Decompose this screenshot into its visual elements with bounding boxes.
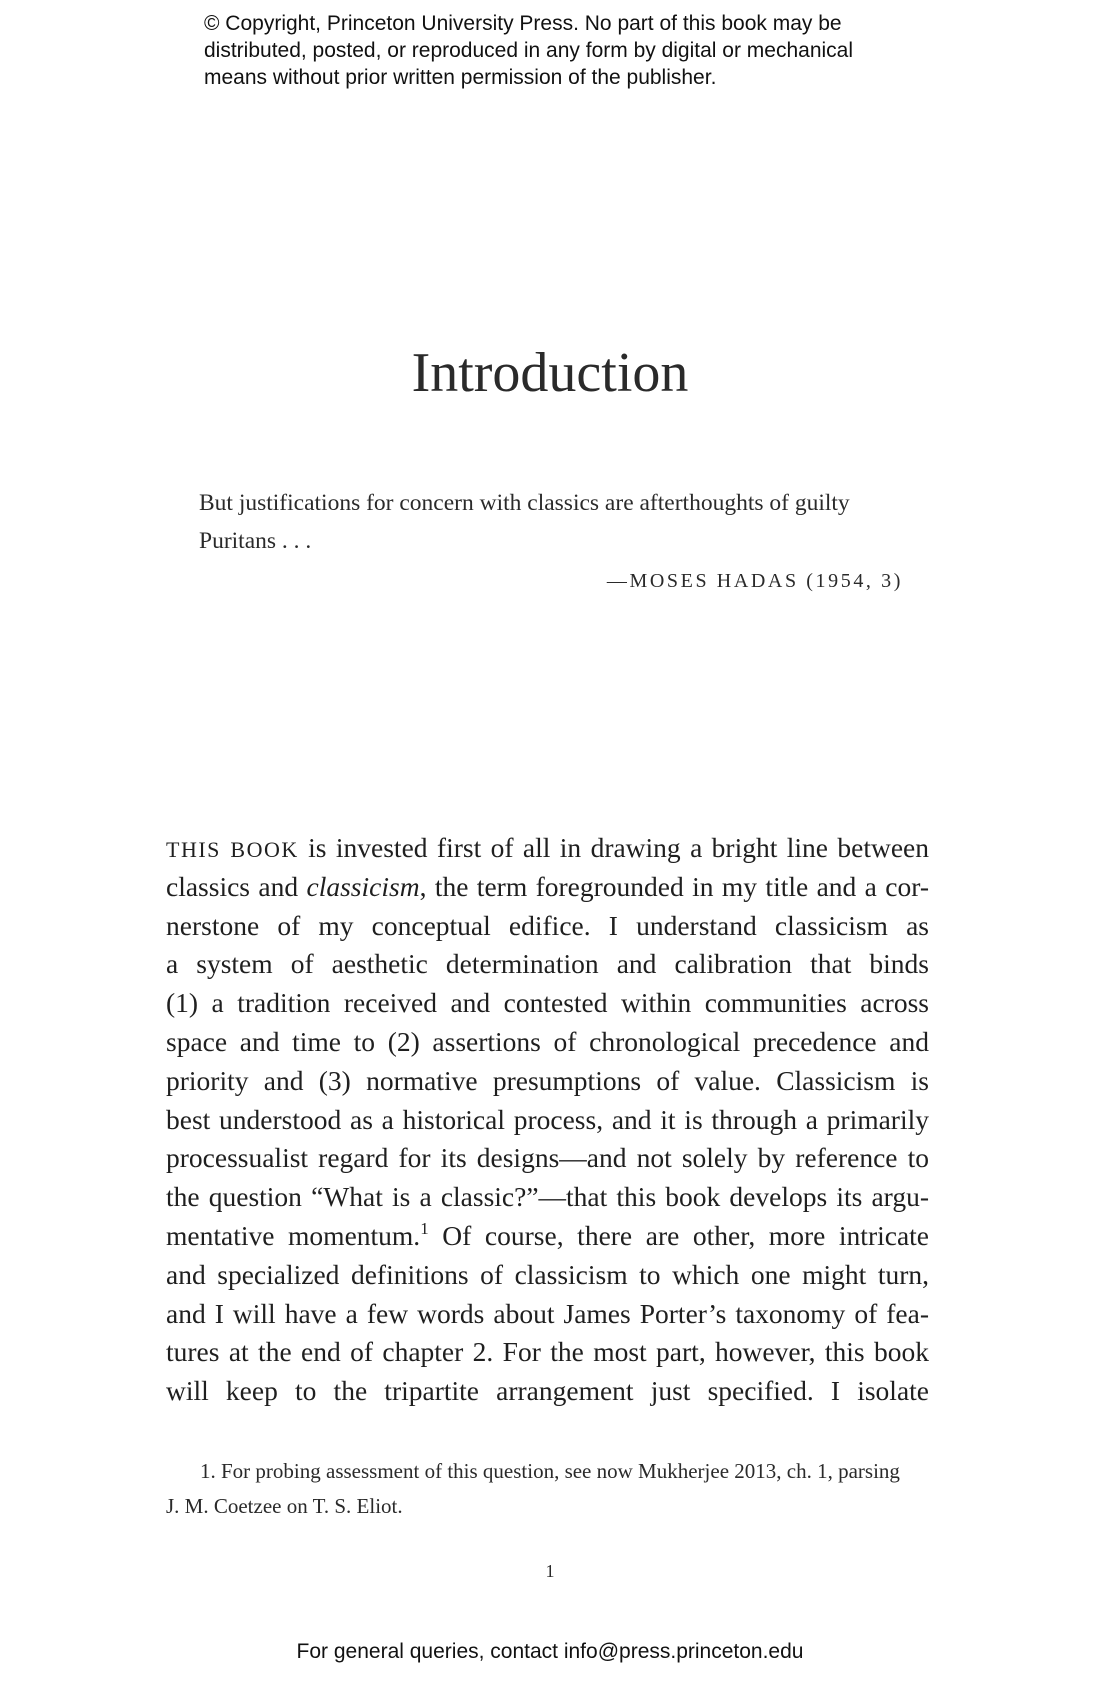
body-line: nerstone of my conceptual edifice. I understand classicism as [166, 909, 929, 941]
body-line [166, 1217, 929, 1256]
body-text-span: mentative momentum. [166, 1219, 421, 1251]
body-line: and I will have a few words about James Porter’s taxonomy of fea- [166, 1297, 929, 1329]
copyright-notice-line: distributed, posted, or reproduced in any form by digital or mechanical [204, 39, 854, 62]
lead-in-smallcaps: THIS BOOK [166, 837, 299, 862]
page-number: 1 [545, 1561, 555, 1581]
body-text-span: Of course, there are other, more intricate [428, 1219, 930, 1251]
body-line: (1) a tradition received and contested within communities across [166, 987, 929, 1019]
epigraph-line: Puritans . . . [199, 528, 312, 554]
chapter-title: Introduction [411, 342, 689, 404]
copyright-notice-line: © Copyright, Princeton University Press. No part of this book may be [204, 12, 842, 35]
body-line: the question “What is a classic?”—that this book develops its argu- [166, 1181, 929, 1213]
body-line: will keep to the tripartite arrangement just specified. I isolate [166, 1375, 929, 1407]
body-line: space and time to (2) assertions of chronological precedence and [166, 1025, 929, 1057]
body-line [166, 829, 929, 868]
body-line: tures at the end of chapter 2. For the most part, however, this book [166, 1336, 929, 1368]
body-line: best understood as a historical process, and it is through a primarily [166, 1103, 929, 1135]
footnote-line: J. M. Coetzee on T. S. Eliot. [166, 1494, 403, 1518]
body-line: and specialized definitions of classicism to which one might turn, [166, 1258, 929, 1290]
footnote [166, 1454, 929, 1524]
body-line [166, 868, 929, 907]
body-line: processualist regard for its designs—and not solely by reference to [166, 1142, 929, 1174]
body-paragraph [166, 829, 929, 1411]
body-line: priority and (3) normative presumptions of value. Classicism is [166, 1064, 929, 1096]
queries-footer: For general queries, contact info@press.princeton.edu [296, 1640, 804, 1663]
epigraph [199, 484, 919, 560]
body-text-span: is invested first of all in drawing a bright line between [298, 832, 929, 863]
copyright-notice-line: means without prior written permission of the publisher. [204, 66, 717, 89]
footnote-line: 1. For probing assessment of this question, see now Mukherjee 2013, ch. 1, parsing [200, 1459, 900, 1483]
body-line: a system of aesthetic determination and calibration that binds [166, 948, 929, 980]
epigraph-attribution: —MOSES HADAS (1954, 3) [606, 570, 903, 592]
footnote-reference[interactable]: 1 [420, 1218, 429, 1238]
copyright-notice [204, 10, 924, 91]
epigraph-line: But justifications for concern with classics are afterthoughts of guilty [199, 490, 850, 516]
body-text-span: , the term foregrounded in my title and a cor- [419, 870, 929, 902]
body-text-span: classics and [166, 870, 307, 902]
italic-term: classicism [306, 870, 420, 902]
